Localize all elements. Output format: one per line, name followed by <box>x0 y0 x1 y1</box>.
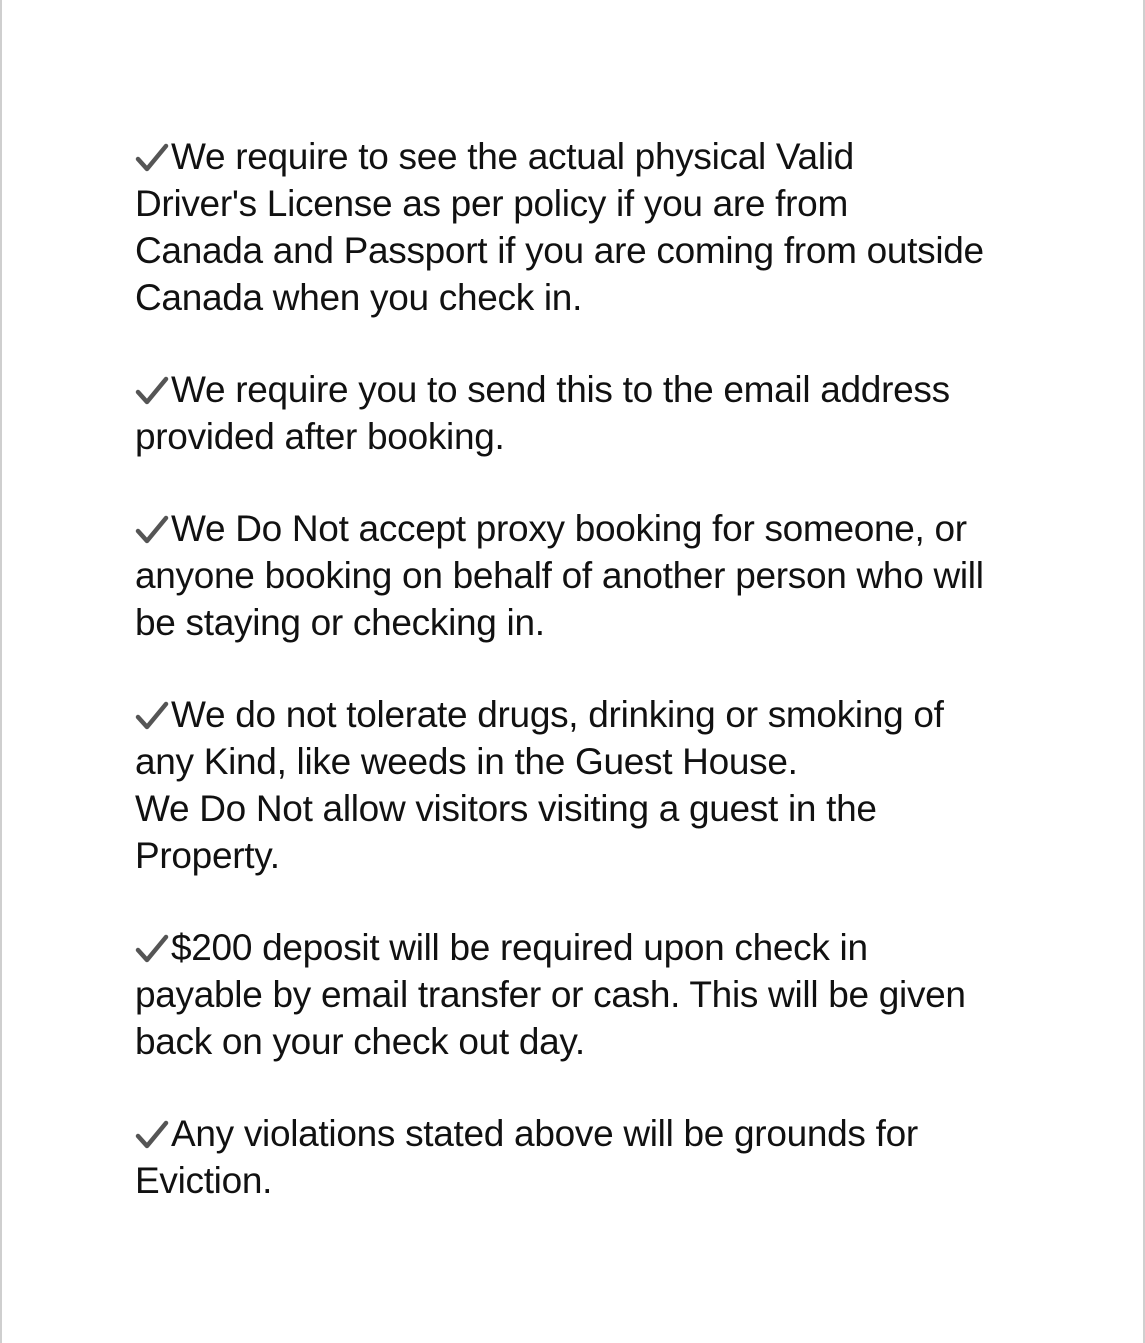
checkmark-icon <box>135 515 169 545</box>
house-rules-document <box>135 133 1035 1204</box>
checkmark-icon <box>135 143 169 173</box>
rule-no-drugs-visitors <box>135 691 1035 879</box>
rule-line: Canada and Passport if you are coming from outside <box>135 230 984 271</box>
rule-line: $200 deposit will be required upon check in <box>171 927 868 968</box>
rule-violations <box>135 1110 1035 1204</box>
rule-deposit <box>135 924 1035 1065</box>
rule-line: We require to see the actual physical Valid <box>171 136 854 177</box>
rule-line: Any violations stated above will be grounds for <box>171 1113 918 1154</box>
page-border-left <box>0 0 2 1343</box>
rule-line: Canada when you check in. <box>135 277 583 318</box>
rule-email-requirement <box>135 366 1035 460</box>
checkmark-icon <box>135 1120 169 1150</box>
rule-id-requirement <box>135 133 1035 321</box>
rule-line: Eviction. <box>135 1160 273 1201</box>
rule-line: provided after booking. <box>135 416 505 457</box>
rule-line: We require you to send this to the email address <box>171 369 950 410</box>
rule-no-proxy-booking <box>135 505 1035 646</box>
rule-line: anyone booking on behalf of another person who will <box>135 555 984 596</box>
checkmark-icon <box>135 934 169 964</box>
rule-line: We Do Not accept proxy booking for someone, or <box>171 508 967 549</box>
checkmark-icon <box>135 376 169 406</box>
rule-line: We do not tolerate drugs, drinking or smoking of <box>171 694 944 735</box>
rule-line: Driver's License as per policy if you are from <box>135 183 848 224</box>
rule-line: be staying or checking in. <box>135 602 545 643</box>
checkmark-icon <box>135 701 169 731</box>
rule-line: back on your check out day. <box>135 1021 585 1062</box>
rule-line: We Do Not allow visitors visiting a guest in the <box>135 788 877 829</box>
rule-line: any Kind, like weeds in the Guest House. <box>135 741 798 782</box>
rule-line: payable by email transfer or cash. This will be given <box>135 974 966 1015</box>
rule-line: Property. <box>135 835 280 876</box>
